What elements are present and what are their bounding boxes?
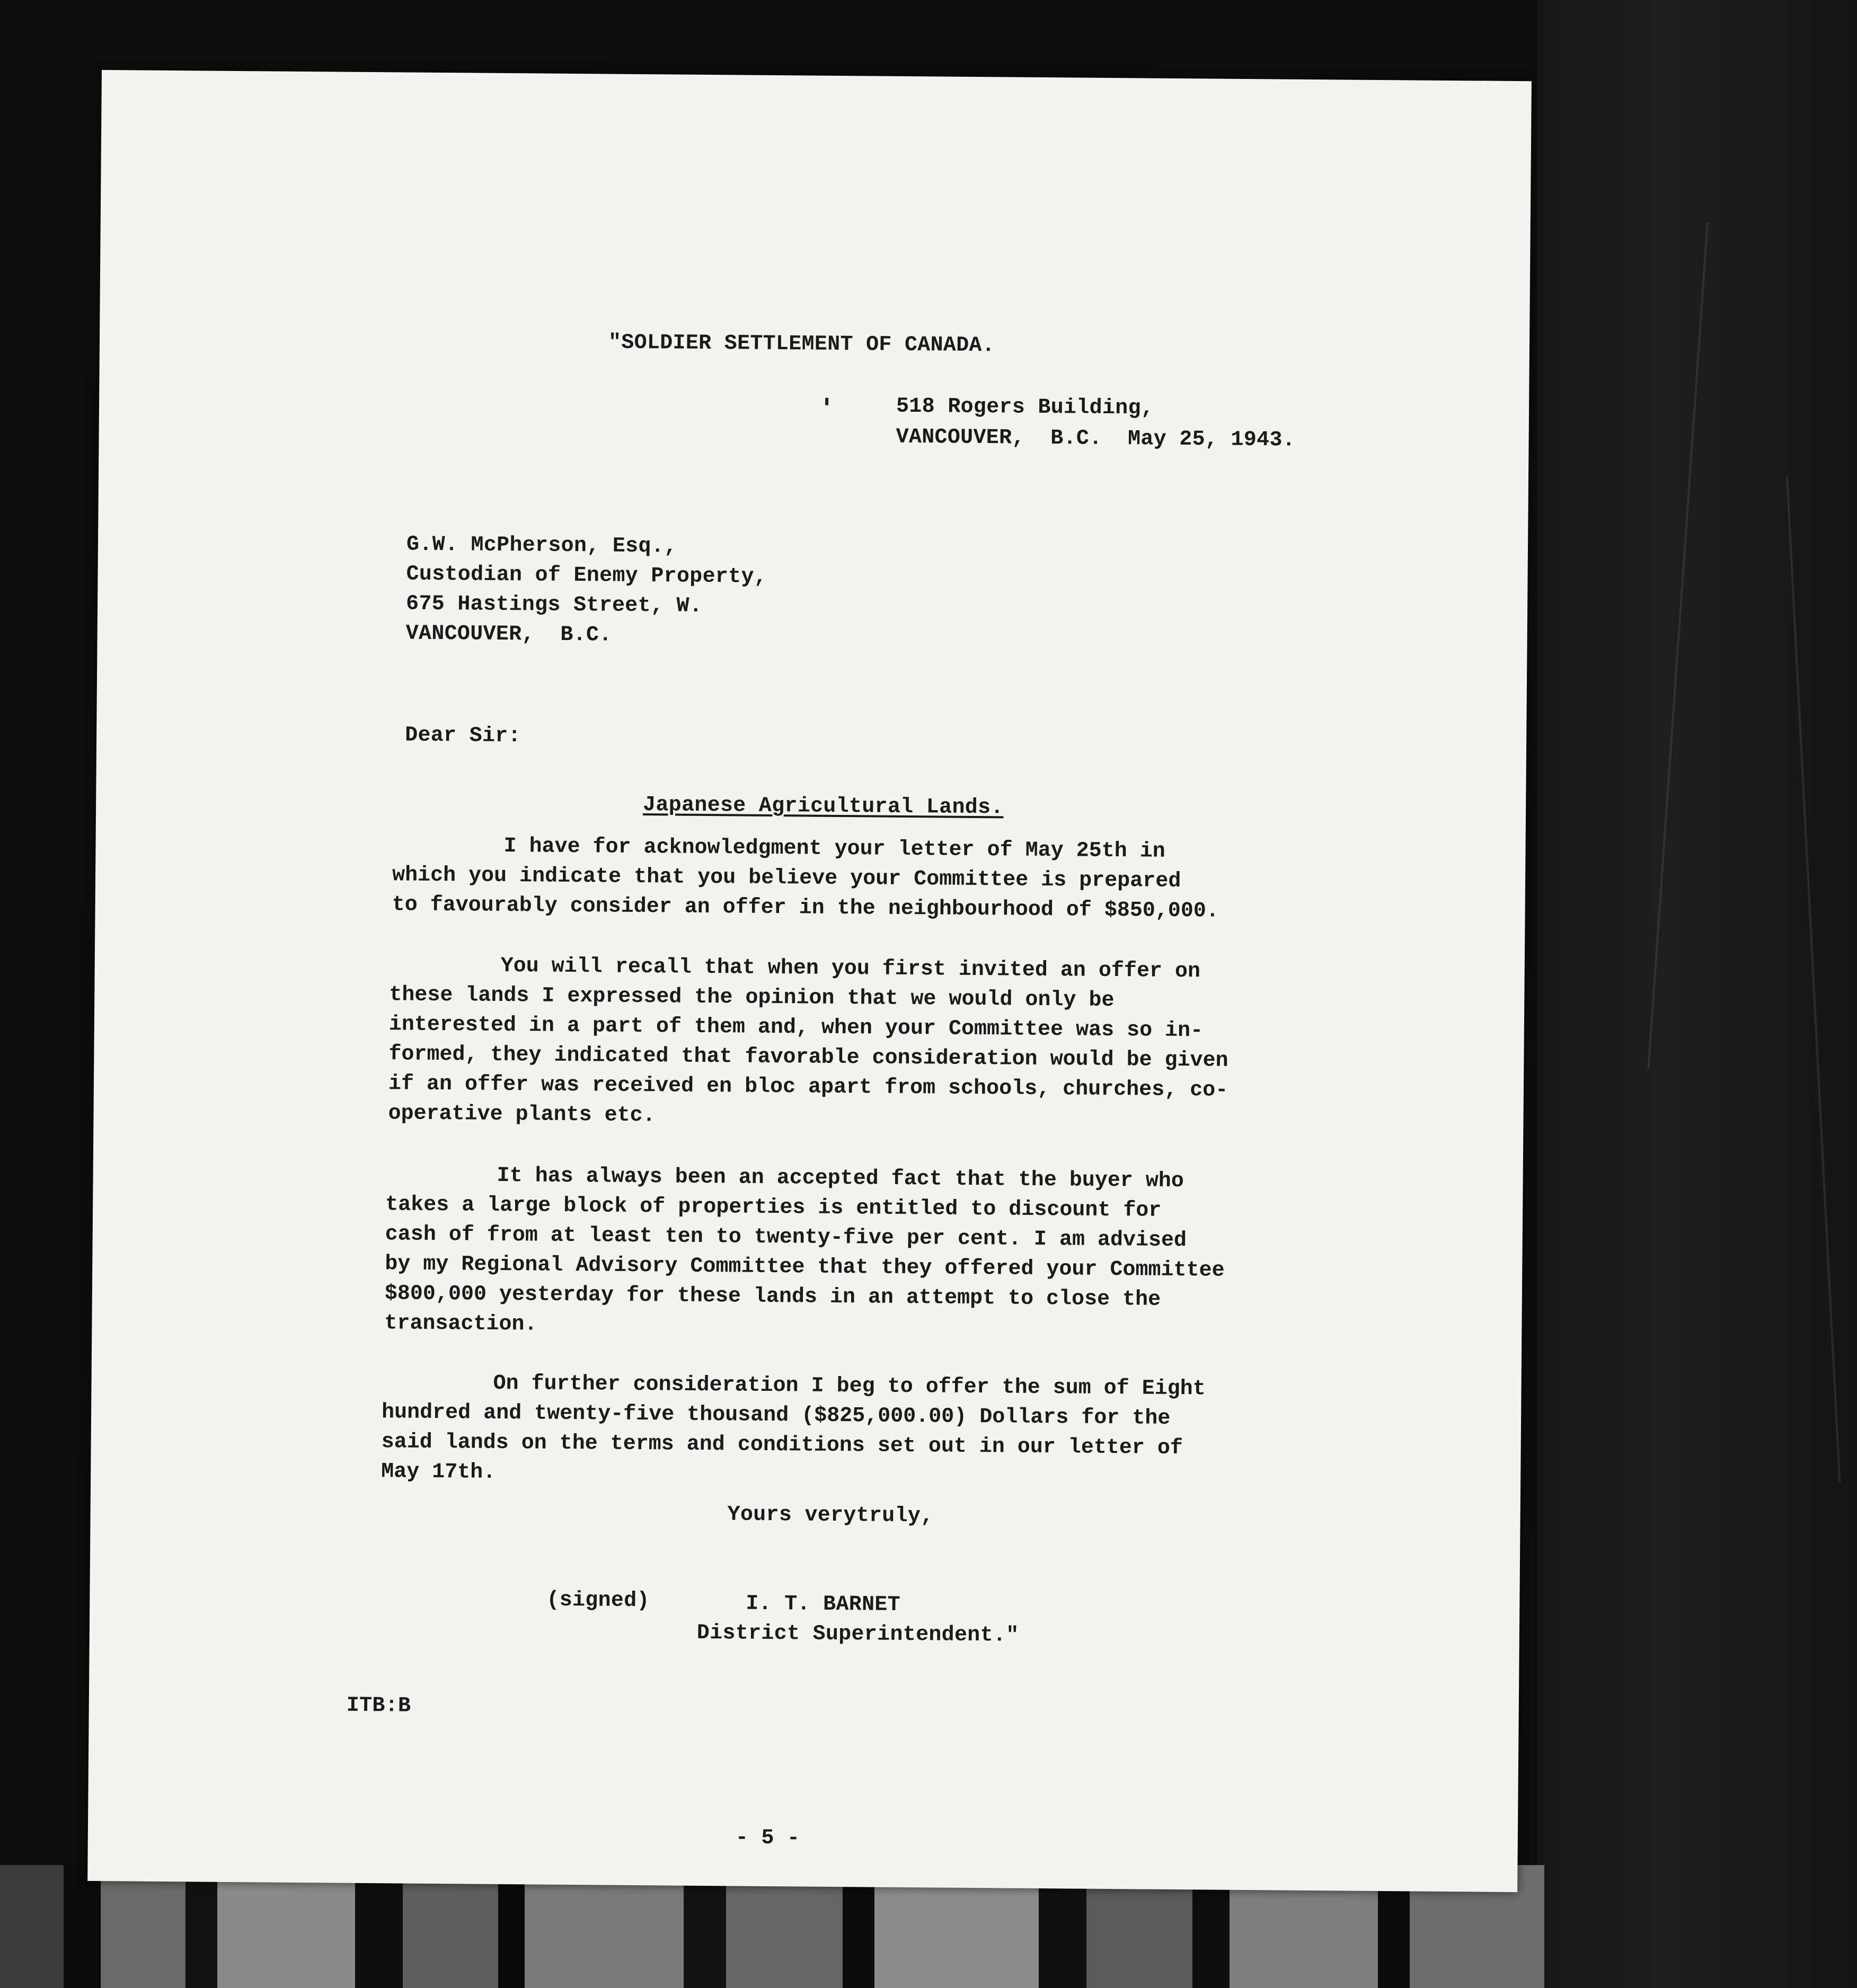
film-scratch	[1647, 223, 1709, 1068]
closing: Yours verytruly,	[727, 1503, 934, 1529]
body-paragraph-3: It has always been an accepted fact that the buyer who takes a large block of properties is entitled to discount for cash of from at least ten to twenty-five per cent. I am advised by my Regional Advisory Committee that they offered your Committee $800,000 yesterday for these lands in an attempt to close the transaction.	[384, 1164, 1225, 1337]
film-scratch	[1786, 477, 1841, 1483]
recipient-street: 675 Hastings Street, W.	[405, 592, 703, 618]
signatory-title: District Superintendent."	[696, 1621, 1019, 1648]
body-paragraph-2: You will recall that when you first invited an offer on these lands I expressed the opinion that we would only be interested in a part of them and, when your Committee was so in- formed, they indicated that favorable consideration would be given if an offer was received en bloc apart from schools, churches, co- operative plants etc.	[388, 954, 1228, 1128]
sender-address-line1: 518 Rogers Building,	[896, 394, 1154, 421]
subject-line: Japanese Agricultural Lands.	[642, 793, 1004, 820]
recipient-name: G.W. McPherson, Esq.,	[406, 532, 677, 559]
page-number: - 5 -	[735, 1826, 800, 1851]
recipient-city: VANCOUVER, B.C.	[405, 622, 612, 647]
recipient-title: Custodian of Enemy Property,	[406, 562, 767, 589]
letter-sheet	[87, 70, 1532, 1892]
signatory-name: I. T. BARNET	[746, 1592, 901, 1617]
letter-header: "SOLDIER SETTLEMENT OF CANADA.	[608, 331, 995, 358]
signed-marker: (signed)	[546, 1588, 650, 1613]
sender-address-line2-date: VANCOUVER, B.C. May 25, 1943.	[896, 425, 1296, 452]
body-paragraph-4: On further consideration I beg to offer the sum of Eight hundred and twenty-five thousand ($825,000.00) Dollars for the said lands on the terms and conditions set out in our letter of May 17th.	[381, 1371, 1206, 1485]
body-paragraph-1: I have for acknowledgment your letter of May 25th in which you indicate that you believe your Committee is prepared to favourably consider an offer in the neighbourhood of $850,000.	[392, 835, 1219, 924]
film-margin-right	[1537, 0, 1857, 1988]
ink-mark	[825, 398, 828, 405]
reference-initials: ITB:B	[346, 1693, 411, 1718]
salutation: Dear Sir:	[404, 723, 521, 749]
